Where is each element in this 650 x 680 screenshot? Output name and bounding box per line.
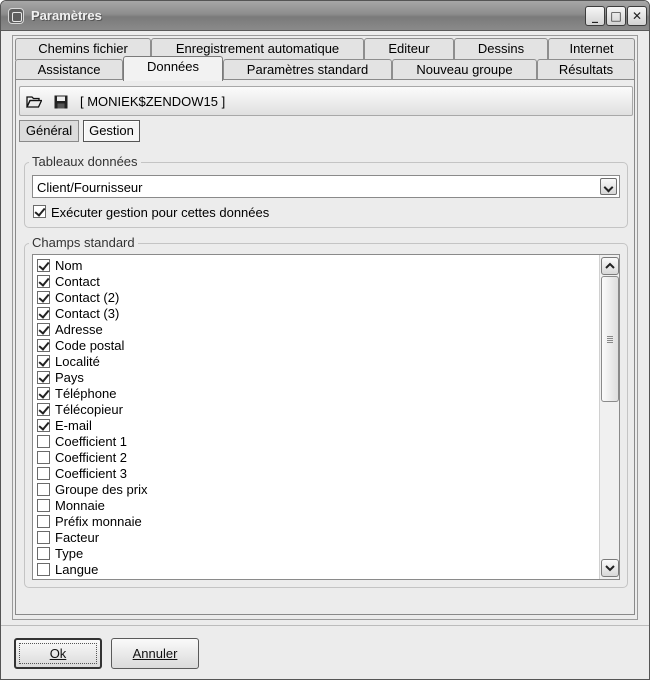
footer-divider xyxy=(1,625,649,626)
field-checkbox[interactable] xyxy=(37,483,50,496)
field-checkbox[interactable] xyxy=(37,435,50,448)
save-icon[interactable] xyxy=(53,95,69,109)
tableaux-donnees-legend: Tableaux données xyxy=(29,154,141,169)
list-item[interactable] xyxy=(33,481,599,497)
field-checkbox[interactable] xyxy=(37,323,50,336)
tab-editeur[interactable]: Editeur xyxy=(364,38,454,60)
ok-button[interactable] xyxy=(14,638,102,669)
field-label: Contact (2) xyxy=(55,290,120,305)
tableau-select-value: Client/Fournisseur xyxy=(37,180,143,195)
title-bar[interactable] xyxy=(1,1,649,31)
tab-internet[interactable]: Internet xyxy=(548,38,635,60)
scroll-up-icon[interactable] xyxy=(601,257,619,275)
field-checkbox[interactable] xyxy=(37,339,50,352)
tab-parametres-standard[interactable]: Paramètres standard xyxy=(223,59,392,81)
tab-nouveau-groupe[interactable]: Nouveau groupe xyxy=(392,59,537,81)
list-item[interactable] xyxy=(33,449,599,465)
scroll-down-icon[interactable] xyxy=(601,559,619,577)
field-checkbox[interactable] xyxy=(37,451,50,464)
close-icon[interactable]: ✕ xyxy=(627,6,647,26)
field-checkbox[interactable] xyxy=(37,355,50,368)
vertical-scrollbar[interactable] xyxy=(599,255,619,579)
chevron-down-icon[interactable] xyxy=(600,178,617,195)
list-item[interactable] xyxy=(33,401,599,417)
field-checkbox[interactable] xyxy=(37,515,50,528)
field-checkbox[interactable] xyxy=(37,499,50,512)
tab-enregistrement-automatique[interactable]: Enregistrement automatique xyxy=(151,38,364,60)
tab-assistance[interactable]: Assistance xyxy=(15,59,123,81)
subtab-gestion[interactable]: Gestion xyxy=(83,120,140,142)
field-checkbox[interactable] xyxy=(37,259,50,272)
field-checkbox[interactable] xyxy=(37,419,50,432)
field-label: Télécopieur xyxy=(55,402,123,417)
list-item[interactable] xyxy=(33,465,599,481)
field-label: Coefficient 2 xyxy=(55,450,128,465)
ok-button-label: Ok xyxy=(49,646,67,661)
tab-resultats[interactable]: Résultats xyxy=(537,59,635,81)
field-checkbox[interactable] xyxy=(37,387,50,400)
app-icon[interactable] xyxy=(8,8,24,24)
list-item[interactable] xyxy=(33,369,599,385)
list-item[interactable] xyxy=(33,513,599,529)
field-label: Nom xyxy=(55,258,83,273)
list-item[interactable] xyxy=(33,529,599,545)
field-label: Monnaie xyxy=(55,498,105,513)
list-item[interactable] xyxy=(33,353,599,369)
list-item[interactable] xyxy=(33,321,599,337)
field-label: Coefficient 3 xyxy=(55,466,128,481)
field-label: Contact (3) xyxy=(55,306,120,321)
champs-standard-legend: Champs standard xyxy=(29,235,138,250)
path-bar xyxy=(19,86,633,116)
list-item[interactable] xyxy=(33,497,599,513)
tableau-select[interactable] xyxy=(32,175,620,198)
subtab-general[interactable]: Général xyxy=(19,120,79,142)
field-label: Code postal xyxy=(55,338,125,353)
field-label: Pays xyxy=(55,370,84,385)
field-checkbox[interactable] xyxy=(37,275,50,288)
field-checkbox[interactable] xyxy=(37,467,50,480)
field-label: Téléphone xyxy=(55,386,117,401)
field-label: Type xyxy=(55,546,84,561)
tab-donnees[interactable]: Données xyxy=(123,56,223,81)
field-label: Coefficient 1 xyxy=(55,434,128,449)
execute-gestion-checkbox[interactable] xyxy=(33,205,46,218)
field-label: Groupe des prix xyxy=(55,482,148,497)
tab-dessins[interactable]: Dessins xyxy=(454,38,548,60)
minimize-icon[interactable]: _ xyxy=(585,6,605,26)
scroll-thumb[interactable] xyxy=(601,276,619,402)
field-checkbox[interactable] xyxy=(37,547,50,560)
maximize-icon[interactable]: □ xyxy=(606,6,626,26)
field-checkbox[interactable] xyxy=(37,563,50,576)
list-item[interactable] xyxy=(33,337,599,353)
list-item[interactable] xyxy=(33,545,599,561)
list-item[interactable] xyxy=(33,305,599,321)
list-item[interactable] xyxy=(33,257,599,273)
list-item[interactable] xyxy=(33,561,599,577)
field-label: E-mail xyxy=(55,418,92,433)
field-label: Contact xyxy=(55,274,100,289)
field-label: Préfix monnaie xyxy=(55,514,142,529)
list-item[interactable] xyxy=(33,433,599,449)
field-label: Langue xyxy=(55,562,99,577)
field-label: Adresse xyxy=(55,322,103,337)
database-path: [ MONIEK$ZENDOW15 ] xyxy=(80,94,226,109)
field-label: Localité xyxy=(55,354,100,369)
window-title: Paramètres xyxy=(31,8,102,23)
field-label: Facteur xyxy=(55,530,100,545)
field-checkbox[interactable] xyxy=(37,291,50,304)
list-item[interactable] xyxy=(33,289,599,305)
list-item[interactable] xyxy=(33,273,599,289)
field-checkbox[interactable] xyxy=(37,307,50,320)
execute-gestion-label[interactable]: Exécuter gestion pour cettes données xyxy=(51,205,270,220)
folder-open-icon[interactable] xyxy=(26,95,42,109)
cancel-button-label: Annuler xyxy=(132,646,178,661)
tab-chemins-fichier[interactable]: Chemins fichier xyxy=(15,38,151,60)
champs-list[interactable] xyxy=(32,254,620,580)
field-checkbox[interactable] xyxy=(37,531,50,544)
cancel-button[interactable] xyxy=(111,638,199,669)
field-checkbox[interactable] xyxy=(37,403,50,416)
list-item[interactable] xyxy=(33,417,599,433)
list-item[interactable] xyxy=(33,385,599,401)
field-checkbox[interactable] xyxy=(37,371,50,384)
